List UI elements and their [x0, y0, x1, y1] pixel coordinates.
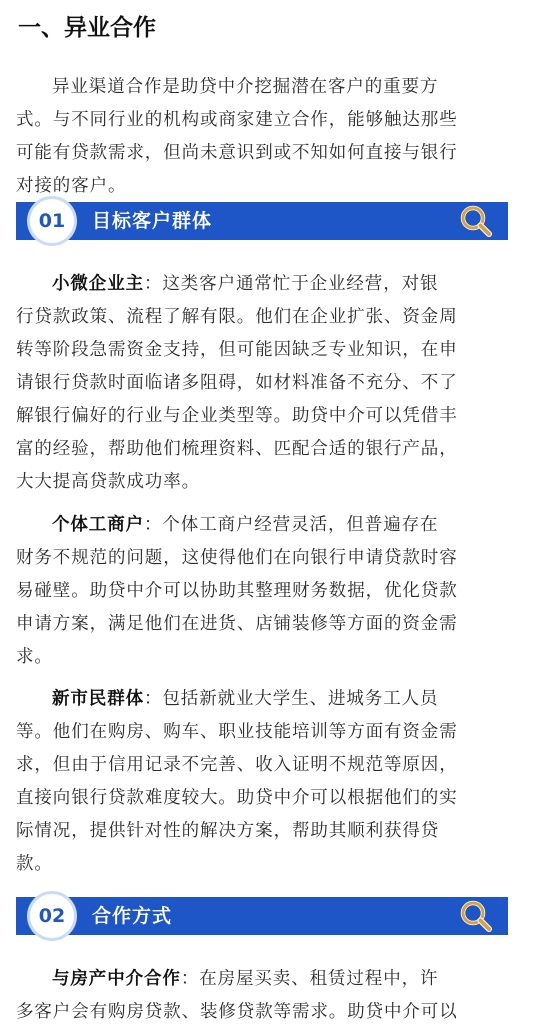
- section-bar-target-customers: [16, 202, 508, 240]
- group-text: ：个体工商户经营灵活，但普遍存在: [144, 515, 439, 535]
- group-first-line: [16, 509, 516, 542]
- group-label: 个体工商户: [52, 515, 144, 535]
- group-line: 求，但由于信用记录不完善、收入证明不规范等原因，: [16, 755, 458, 775]
- group-line: 财务不规范的问题，这使得他们在向银行申请贷款时容: [16, 548, 458, 568]
- group-first-line: [16, 268, 516, 301]
- section-number: 01: [38, 210, 66, 232]
- search-icon: [458, 203, 494, 239]
- group-text: ：这类客户通常忙于企业经营，对银: [144, 274, 439, 294]
- group-line: 直接向银行贷款难度较大。助贷中介可以根据他们的实: [16, 788, 458, 808]
- section-bar-title: 合作方式: [92, 905, 173, 927]
- group-line: 申请方案，满足他们在进货、店铺装修等方面的资金需: [16, 614, 458, 634]
- group-first-line: [16, 683, 516, 716]
- group-text: ：包括新就业大学生、进城务工人员: [144, 689, 439, 709]
- search-icon: [458, 898, 494, 934]
- group-line: 富的经验，帮助他们梳理资料、匹配合适的银行产品，: [16, 439, 458, 459]
- group-paragraph-individual-business: [16, 509, 516, 674]
- intro-paragraph: [16, 71, 516, 203]
- number-badge: [30, 199, 74, 243]
- section-bar-cooperation: [16, 897, 508, 935]
- section-number: 02: [38, 905, 66, 927]
- number-badge: [30, 894, 74, 938]
- group-label: 新市民群体: [52, 689, 144, 709]
- coop-label: 与房产中介合作: [52, 969, 181, 989]
- group-label: 小微企业主: [52, 274, 144, 294]
- section-heading: 一、异业合作: [18, 15, 156, 41]
- group-line: 大大提高贷款成功率。: [16, 472, 200, 492]
- group-line: 解银行偏好的行业与企业类型等。助贷中介可以凭借丰: [16, 406, 458, 426]
- group-line: 易碰壁。助贷中介可以协助其整理财务数据，优化贷款: [16, 581, 458, 601]
- group-line: 转等阶段急需资金支持，但可能因缺乏专业知识，在申: [16, 340, 458, 360]
- section-bar-title: 目标客户群体: [92, 210, 213, 232]
- coop-line: 多客户会有购房贷款、装修贷款等需求。助贷中介可以: [16, 1002, 458, 1022]
- coop-paragraph-real-estate: [16, 963, 516, 1029]
- intro-line: 对接的客户。: [16, 176, 127, 196]
- group-line: 行贷款政策、流程了解有限。他们在企业扩张、资金周: [16, 307, 458, 327]
- intro-line: 可能有贷款需求，但尚未意识到或不知如何直接与银行: [16, 143, 458, 163]
- group-line: 请银行贷款时面临诸多阻碍，如材料准备不充分、不了: [16, 373, 458, 393]
- coop-first-line: [16, 963, 516, 996]
- group-line: 际情况，提供针对性的解决方案，帮助其顺利获得贷: [16, 821, 440, 841]
- group-paragraph-new-citizens: [16, 683, 516, 881]
- group-paragraph-small-business: [16, 268, 516, 499]
- group-line: 等。他们在购房、购车、职业技能培训等方面有资金需: [16, 722, 458, 742]
- intro-line: 异业渠道合作是助贷中介挖掘潜在客户的重要方: [52, 77, 439, 97]
- coop-text: ：在房屋买卖、租赁过程中，许: [180, 969, 439, 989]
- intro-line: 式。与不同行业的机构或商家建立合作，能够触达那些: [16, 110, 458, 130]
- group-line: 款。: [16, 854, 53, 874]
- group-line: 求。: [16, 647, 53, 667]
